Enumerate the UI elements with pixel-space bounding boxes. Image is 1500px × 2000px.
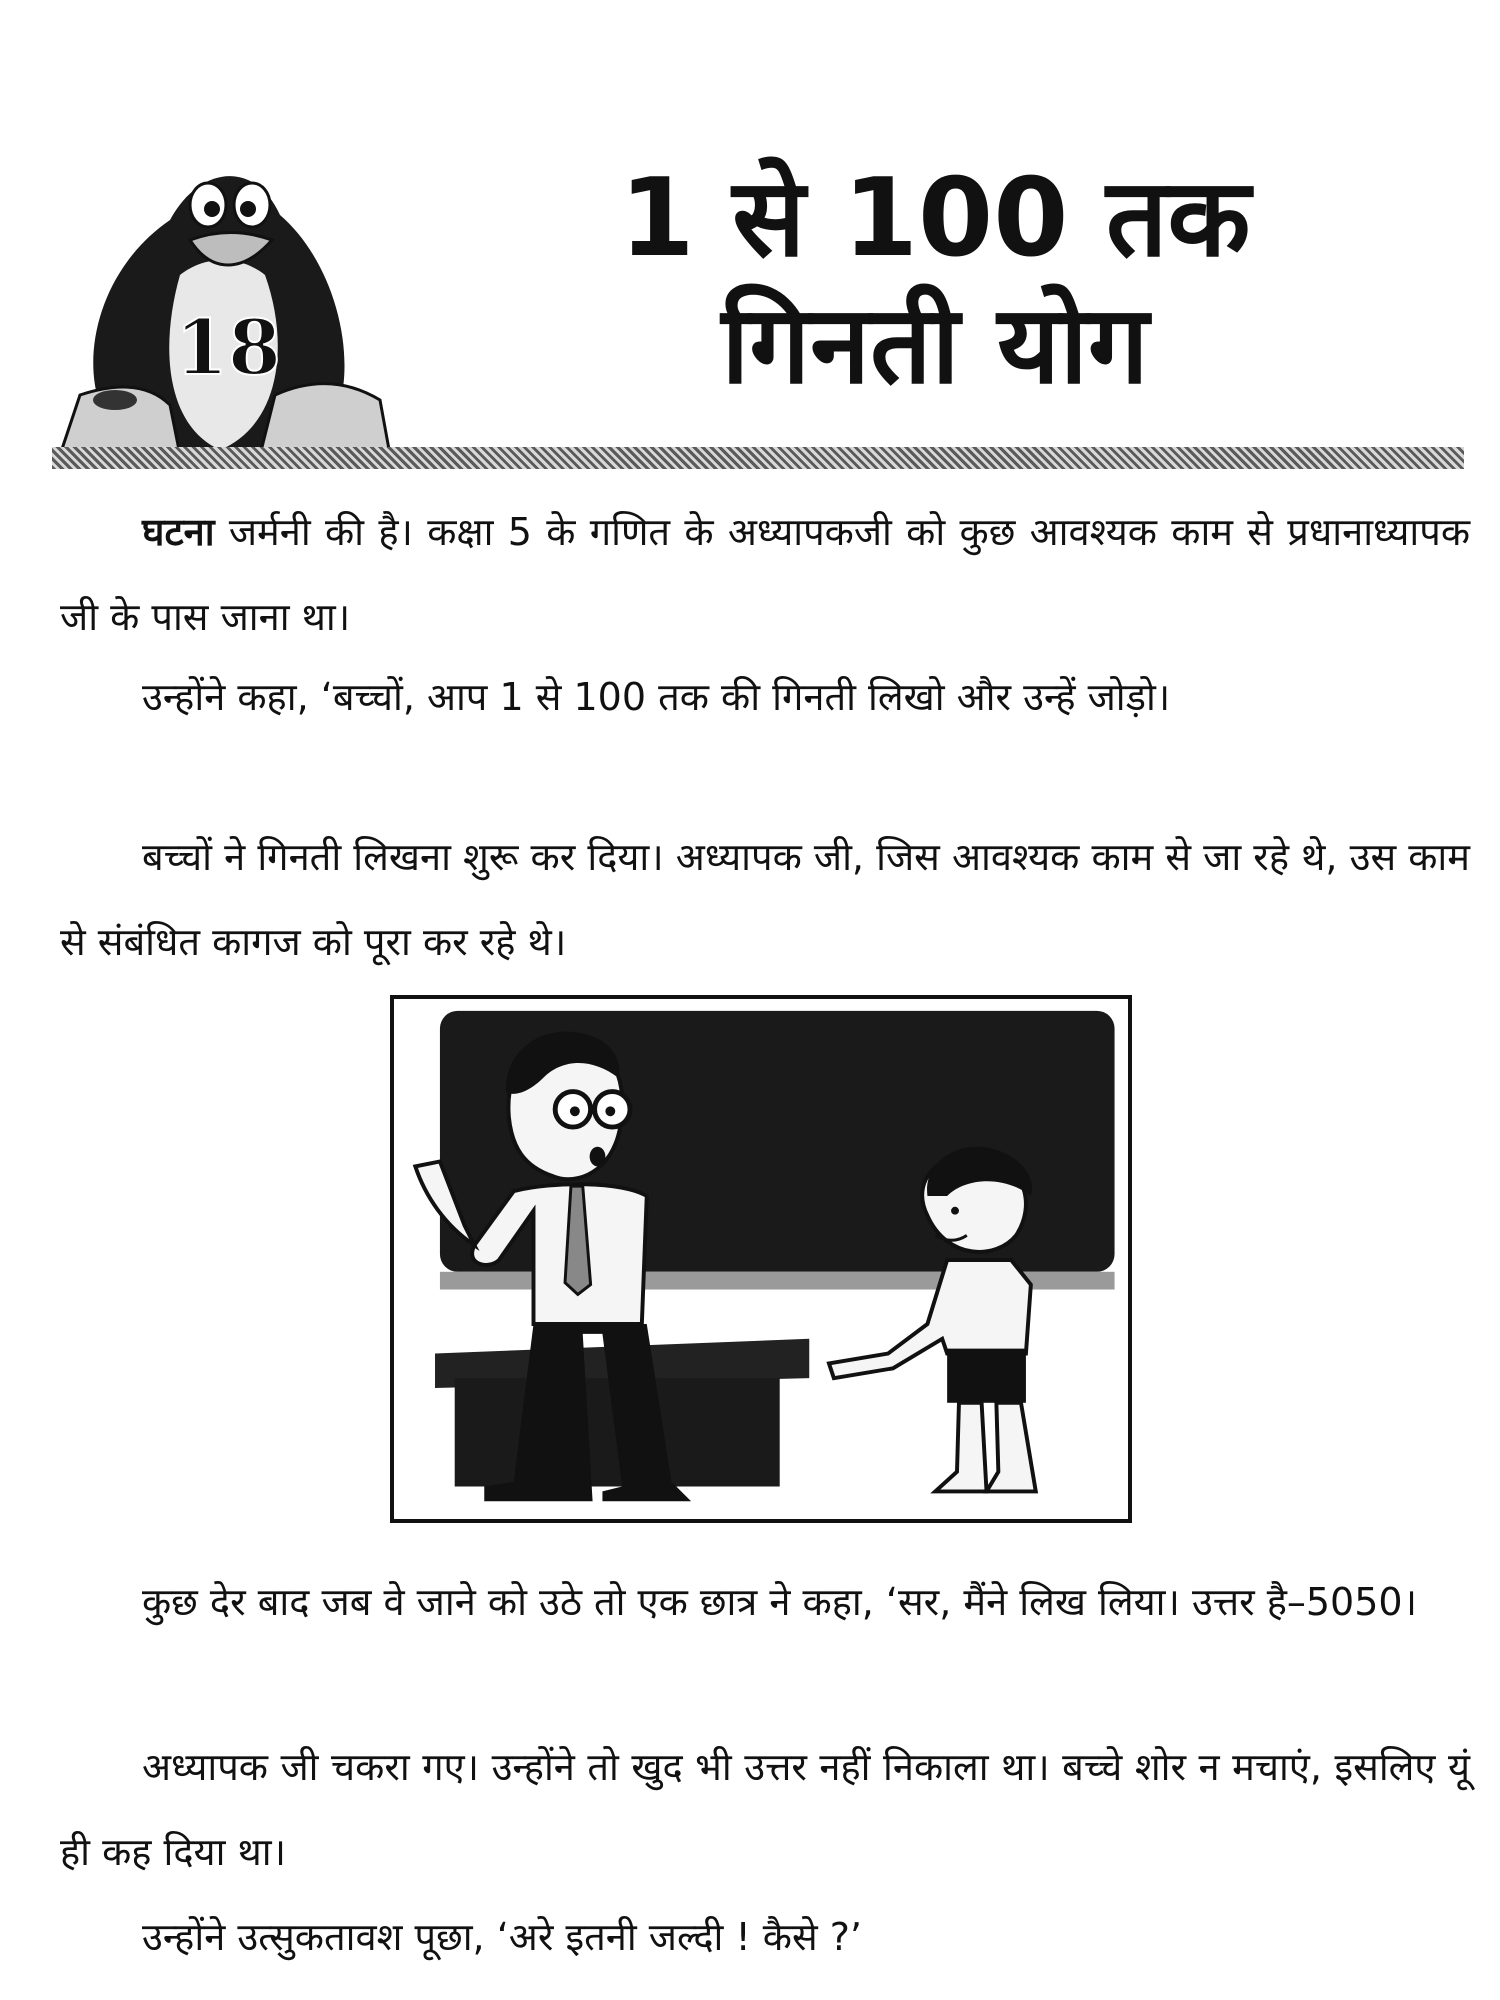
story-paragraph-2 <box>60 655 1470 740</box>
paragraph-text: जर्मनी की है। कक्षा 5 के गणित के अध्यापकजी को कुछ आवश्यक काम से प्रधानाध्यापक जी के पास जाना था। <box>60 510 1470 639</box>
chapter-title-line-2: गिनती योग <box>721 283 1149 409</box>
paragraph-text: उन्होंने कहा, ‘बच्चों, आप 1 से 100 तक की गिनती लिखो और उन्हें जोड़ो। <box>142 675 1171 719</box>
paragraph-text: कुछ देर बाद जब वे जाने को उठे तो एक छात्र ने कहा, ‘सर, मैंने लिख लिया। उत्तर है–5050। <box>142 1580 1417 1624</box>
header-divider <box>52 447 1464 469</box>
story-paragraph-1 <box>60 490 1470 660</box>
chapter-title <box>470 155 1400 410</box>
chapter-number: 18 <box>175 303 281 392</box>
classroom-illustration <box>390 995 1132 1523</box>
penguin-mascot-icon <box>50 125 395 460</box>
chapter-emblem <box>50 125 395 460</box>
paragraph-text: बच्चों ने गिनती लिखना शुरू कर दिया। अध्यापक जी, जिस आवश्यक काम से जा रहे थे, उस काम से संबंधित कागज को पूरा कर रहे थे। <box>60 835 1470 964</box>
story-paragraph-4 <box>60 1560 1470 1645</box>
paragraph-lead-word: घटना <box>142 510 215 554</box>
story-paragraph-5 <box>60 1725 1470 1895</box>
story-paragraph-6 <box>60 1895 1470 1980</box>
story-paragraph-3 <box>60 815 1470 985</box>
paragraph-text: अध्यापक जी चकरा गए। उन्होंने तो खुद भी उत्तर नहीं निकाला था। बच्चे शोर न मचाएं, इसलिए यूं ही कह दिया था। <box>60 1745 1470 1874</box>
paragraph-text: उन्होंने उत्सुकतावश पूछा, ‘अरे इतनी जल्दी ! कैसे ?’ <box>142 1915 862 1959</box>
chapter-title-line-1: 1 से 100 तक <box>619 156 1251 281</box>
teacher-and-student-image <box>394 999 1128 1519</box>
